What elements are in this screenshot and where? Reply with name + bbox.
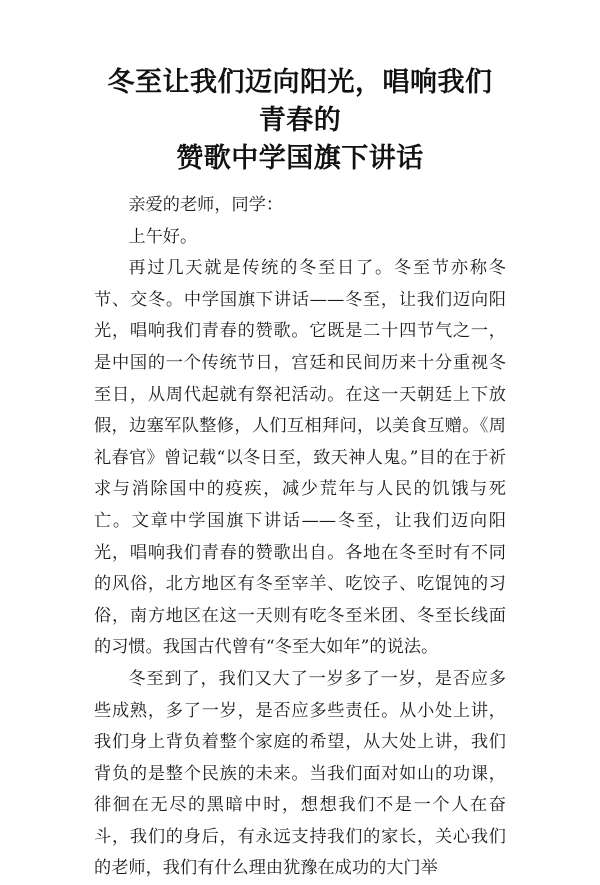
body-paragraph-2: 冬至到了，我们又大了一岁多了一岁，是否应多些成熟，多了一岁，是否应多些责任。从小处上讲，我们身上背负着整个家庭的希望，从大处上讲，我们背负的是整个民族的未来。当我们面对如山的功课，徘徊在无尽的黑暗中时，想想我们不是一个人在奋斗，我们的身后，有永远支持我们的家长，关心我们的老师，我们有什么理由犹豫在成功的大门举 xyxy=(94,668,506,879)
title-line-2: 赞歌中学国旗下讲话 xyxy=(176,143,424,174)
document-body xyxy=(94,190,506,885)
greeting-paragraph: 上午好。 xyxy=(128,226,198,247)
body-paragraph-1: 再过几天就是传统的冬至日了。冬至节亦称冬节、交冬。中学国旗下讲话——冬至，让我们迈向阳光，唱响我们青春的赞歌。它既是二十四节气之一，是中国的一个传统节日，宫廷和民间历来十分重视冬至日，从周代起就有祭祀活动。在这一天朝廷上下放假，边塞军队整修，人们互相拜问，以美食互赠。《周礼春官》曾记载“以冬日至，致天神人鬼。”目的在于祈求与消除国中的疫疾，减少荒年与人民的饥饿与死亡。文章中学国旗下讲话——冬至，让我们迈向阳光，唱响我们青春的赞歌出自。各地在冬至时有不同的风俗，北方地区有冬至宰羊、吃饺子、吃馄饨的习俗，南方地区在这一天则有吃冬至米团、冬至长线面的习惯。我国古代曾有“冬至大如年”的说法。 xyxy=(94,258,506,658)
page-title xyxy=(94,64,506,178)
salutation-paragraph: 亲爱的老师，同学： xyxy=(128,195,284,215)
title-line-1: 冬至让我们迈向阳光，唱响我们青春的 xyxy=(107,67,493,136)
